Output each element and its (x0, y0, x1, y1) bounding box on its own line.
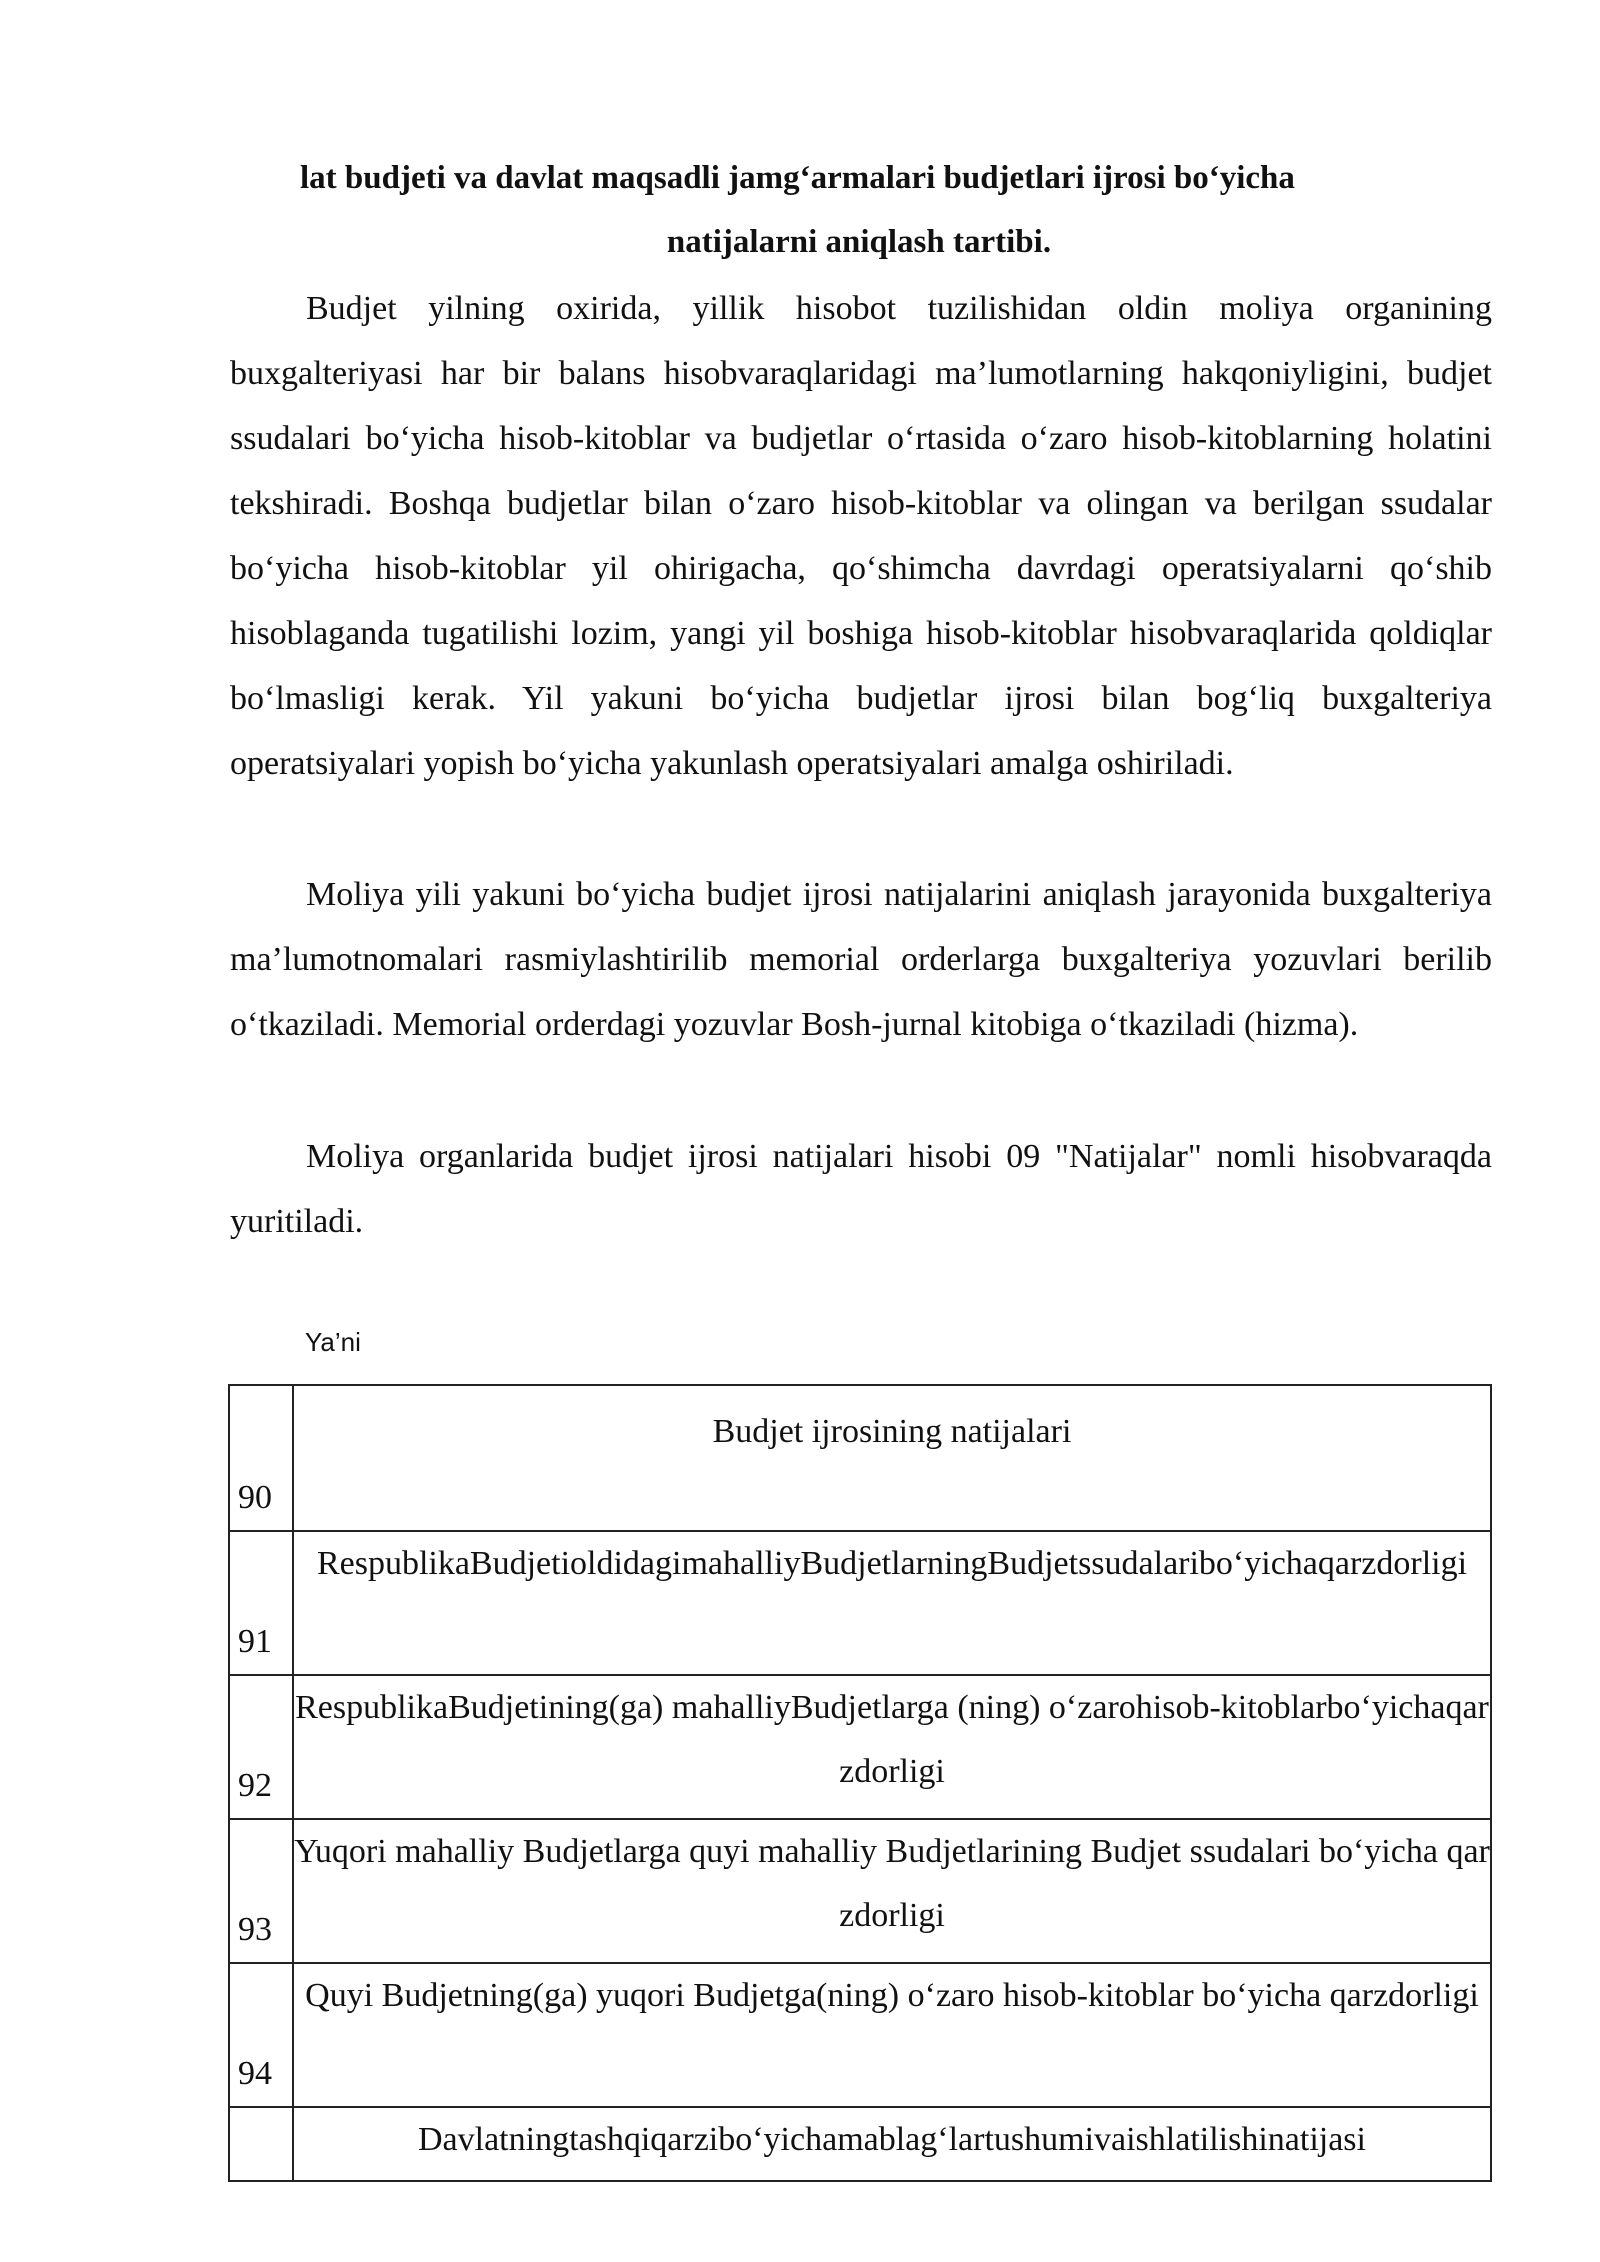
account-description: Davlatningtashqiqarzibo‘yichamablag‘lartushumivaishlatilishinatijasi (293, 2107, 1491, 2181)
table-row (229, 1385, 1491, 1531)
account-number: 93 (229, 1819, 293, 1963)
account-number: 94 (229, 1963, 293, 2107)
section-heading-line-1: lat budjeti va davlat maqsadli jamg‘armalari budjetlari ijrosi bo‘yicha (300, 160, 1295, 196)
paragraph-1: Budjet yilning oxirida, yillik hisobot tuzilishidan oldin moliya organining buxgalteriyasi har bir balans hisobvaraqlaridagi ma’lumotlarning hakqoniyligini, budjet ssudalari bo‘yicha hisob-kitoblar va budjetlar o‘rtasida o‘zaro hisob-kitoblarning holatini tekshiradi. Boshqa budjetlar bilan o‘zaro hisob-kitoblar va olingan va berilgan ssudalar bo‘yicha hisob-kitoblar yil ohirigacha, qo‘shimcha davrdagi operatsiyalarni qo‘shib hisoblaganda tugatilishi lozim, yangi yil boshiga hisob-kitoblar hisobvaraqlarida qoldiqlar bo‘lmasligi kerak. Yil yakuni bo‘yicha budjetlar ijrosi bilan bog‘liq buxgalteriya operatsiyalari yopish bo‘yicha yakunlash operatsiyalari amalga oshiriladi. (230, 290, 1492, 782)
account-description: Quyi Budjetning(ga) yuqori Budjetga(ning) o‘zaro hisob-kitoblar bo‘yicha qarzdorligi (293, 1963, 1491, 2107)
note-label: Ya’ni (305, 1327, 361, 1357)
account-number: 91 (229, 1531, 293, 1675)
account-number (229, 2107, 293, 2181)
account-description: Yuqori mahalliy Budjetlarga quyi mahalliy Budjetlarining Budjet ssudalari bo‘yicha qarzdorligi (293, 1819, 1491, 1963)
table-row (229, 1675, 1491, 1819)
accounts-table (228, 1384, 1492, 2182)
table-row (229, 1963, 1491, 2107)
table-row (229, 1819, 1491, 1963)
account-description: RespublikaBudjetioldidagimahalliyBudjetlarningBudjetssudalaribo‘yichaqarzdorligi (293, 1531, 1491, 1675)
account-number: 90 (229, 1385, 293, 1531)
account-description: Budjet ijrosining natijalari (293, 1385, 1491, 1531)
paragraph-2: Moliya yili yakuni bo‘yicha budjet ijrosi natijalarini aniqlash jarayonida buxgalteriya ma’lumotnomalari rasmiylashtirilib memorial orderlarga buxgalteriya yozuvlari berilib o‘tkaziladi. Memorial orderdagi yozuvlar Bosh-jurnal kitobiga o‘tkaziladi (hizma). (230, 876, 1492, 1043)
account-number: 92 (229, 1675, 293, 1819)
table-row (229, 1531, 1491, 1675)
section-heading-line-2: natijalarni aniqlash tartibi. (666, 224, 1052, 260)
paragraph-3: Moliya organlarida budjet ijrosi natijalari hisobi 09 "Natijalar" nomli hisobvaraqda yuritiladi. (230, 1138, 1492, 1240)
account-description: RespublikaBudjetining(ga) mahalliyBudjetlarga (ning) o‘zarohisob-kitoblarbo‘yichaqarzdorligi (293, 1675, 1491, 1819)
table-row (229, 2107, 1491, 2181)
